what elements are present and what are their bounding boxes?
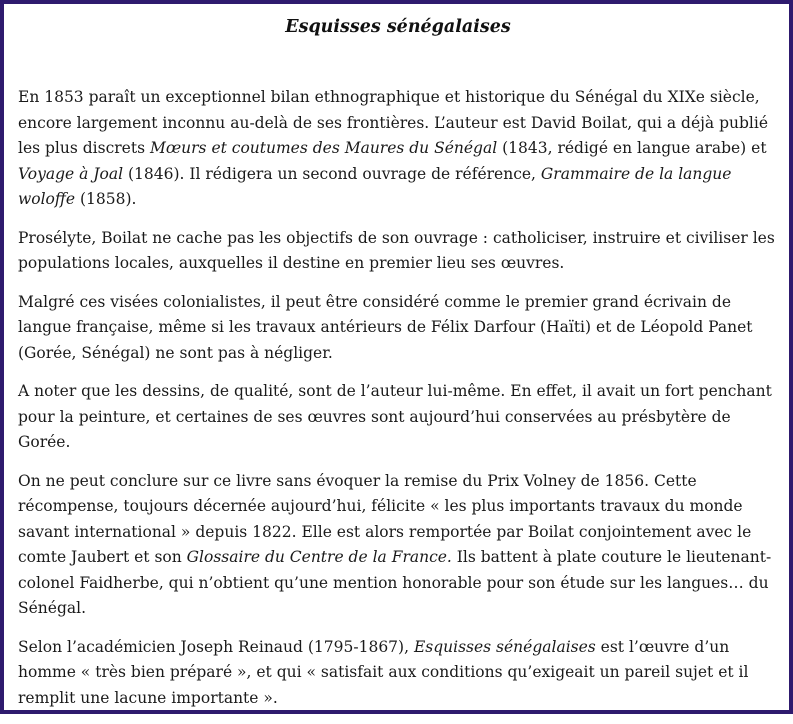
italic-title-text: Grammaire de la langue woloffe bbox=[18, 164, 732, 208]
document-body bbox=[18, 14, 778, 724]
paragraph-list bbox=[18, 85, 778, 711]
paragraph bbox=[18, 635, 778, 712]
paragraph-text: (1858). bbox=[75, 190, 137, 208]
paragraph-text: On ne peut conclure sur ce livre sans évoquer la remise du Prix Volney de 1856. Cette récompense, toujours décernée aujourd’hui, félicite « les plus importants travaux du monde savant international » depuis 1822. Elle est alors remportée par Boilat conjointement avec le comte Jaubert et son bbox=[18, 471, 752, 566]
paragraph bbox=[18, 379, 778, 456]
document-title: Esquisses sénégalaises bbox=[285, 17, 511, 37]
paragraph bbox=[18, 290, 778, 367]
paragraph-text: (1843, rédigé en langue arabe) et bbox=[497, 139, 767, 157]
paragraph bbox=[18, 469, 778, 622]
paragraph-text: Prosélyte, Boilat ne cache pas les objectifs de son ouvrage : catholiciser, instruire et civiliser les populations locales, auxquelles il destine en premier lieu ses œuvres. bbox=[18, 228, 775, 272]
italic-title-text: Esquisses sénégalaises bbox=[413, 637, 596, 656]
paragraph-text: est l’œuvre d’un homme « très bien préparé », et qui « satisfait aux conditions qu’exigeait un pareil sujet et il remplit une lacune importante ». bbox=[18, 637, 749, 707]
paragraph-text: Ils battent à plate couture le lieutenant-colonel Faidherbe, qui n’obtient qu’une mention honorable pour son étude sur les langues… du Sénégal. bbox=[18, 548, 772, 617]
paragraph-text: Malgré ces visées colonialistes, il peut être considéré comme le premier grand écrivain de langue française, même si les travaux antérieurs de Félix Darfour (Haïti) et de Léopold Panet (Gorée, Sénégal) ne sont pas à négliger. bbox=[18, 292, 753, 362]
paragraph-text: A noter que les dessins, de qualité, sont de l’auteur lui-même. En effet, il avait un fort penchant pour la peinture, et certaines de ses œuvres sont aujourd’hui conservées au présbytère de Gorée. bbox=[18, 382, 772, 451]
italic-title-text: Mœurs et coutumes des Maures du Sénégal bbox=[149, 139, 498, 157]
italic-title-text: Voyage à Joal bbox=[18, 164, 124, 183]
paragraph-text: (1846). Il rédigera un second ouvrage de référence, bbox=[123, 164, 541, 183]
italic-title-text: Glossaire du Centre de la France. bbox=[186, 548, 452, 566]
paragraph-text: Selon l’académicien Joseph Reinaud (1795-1867), bbox=[18, 637, 414, 656]
paragraph bbox=[18, 85, 778, 213]
paragraph bbox=[18, 226, 778, 277]
paragraph-text: En 1853 paraît un exceptionnel bilan ethnographique et historique du Sénégal du XIXe siècle, encore largement inconnu au-delà de ses frontières. L’auteur est David Boilat, qui a déjà publié les plus discrets bbox=[18, 88, 769, 157]
